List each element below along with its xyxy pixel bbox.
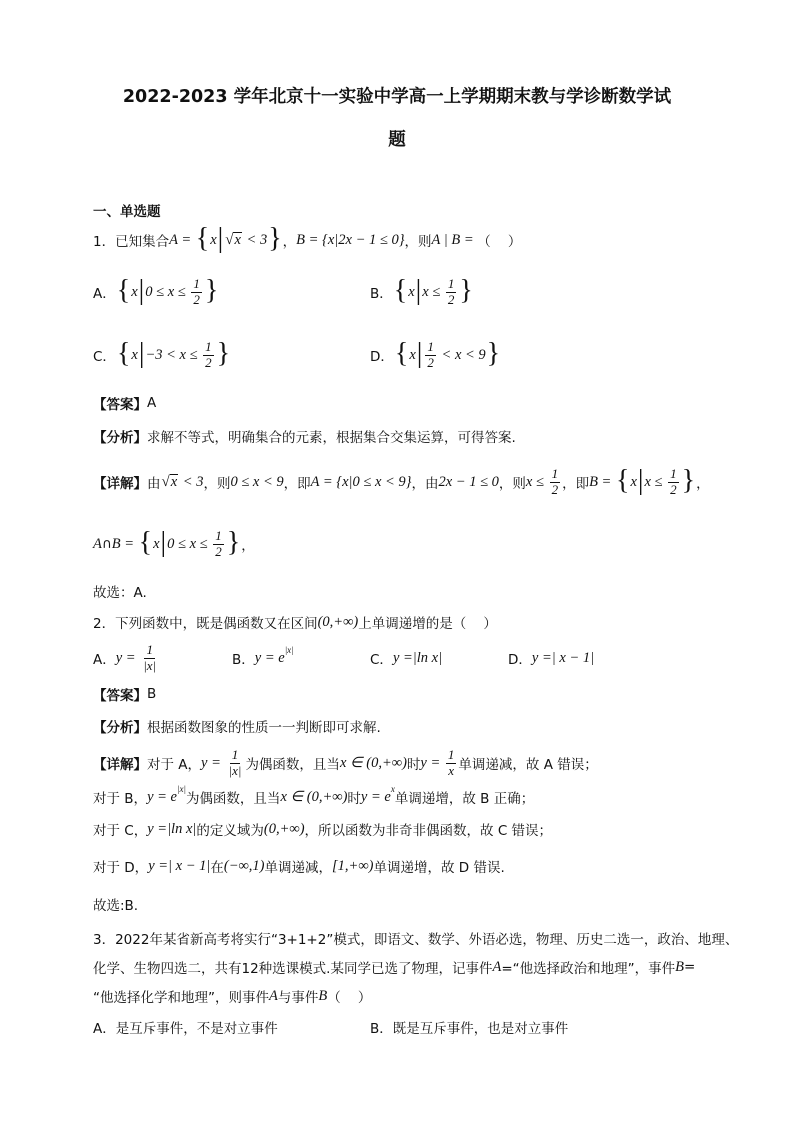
fraction-numerator: 1 (146, 642, 153, 658)
square-root (225, 232, 242, 249)
fraction (446, 277, 457, 307)
large-delimiter: { (393, 275, 408, 306)
large-delimiter: { (195, 223, 210, 254)
text-segment: ，即 (283, 476, 311, 492)
text-segment: 由 (147, 476, 161, 492)
math-expression: x (210, 231, 217, 248)
math-expression: x ∈ (0,+∞) (280, 788, 348, 805)
large-delimiter: | (138, 338, 145, 369)
text-segment: ， (696, 476, 710, 492)
large-delimiter: } (486, 338, 501, 369)
fraction-numerator: 1 (215, 528, 222, 544)
text-segment: =“他选择政治和地理”，事件 (501, 961, 676, 977)
document-title-line-2: 题 (388, 130, 406, 150)
fraction-denominator: 2 (670, 481, 677, 497)
text-segment: 与事件 (277, 990, 319, 1006)
large-delimiter: | (416, 338, 423, 369)
square-root (162, 474, 179, 491)
text-segment: D． (370, 349, 394, 365)
text-segment: A．是互斥事件，不是对立事件 (93, 1021, 278, 1037)
text-segment: 为偶函数，且当 (185, 791, 281, 807)
math-expression: x (131, 346, 138, 363)
math-expression: < x < 9 (437, 346, 486, 363)
fraction-denominator: 2 (193, 291, 200, 307)
power-base: e (384, 788, 391, 805)
text-segment: A． (93, 286, 116, 302)
text-segment: C． (370, 652, 393, 668)
text-segment: ，则 (203, 476, 231, 492)
text-segment: 在 (210, 860, 224, 876)
math-expression: x ≤ (422, 283, 444, 300)
text-segment: 求解不等式，明确集合的元素，根据集合交集运算，可得答案. (147, 430, 516, 446)
text-segment: 对于 B， (93, 791, 148, 807)
text-segment: 单调递减， (264, 860, 333, 876)
fraction (550, 467, 561, 497)
text-segment: 单调递增，故 D 错误. (373, 860, 505, 876)
math-expression: 2x − 1 ≤ 0 (438, 473, 499, 490)
math-expression: B (675, 958, 684, 975)
math-expression: y =|ln x| (392, 649, 443, 666)
text-segment: B (147, 686, 157, 702)
power-expression (278, 644, 294, 666)
fraction (141, 643, 158, 673)
math-expression: y =| x − 1| (148, 857, 211, 874)
section-heading-text: 一、单选题 (93, 204, 161, 220)
text-segment: 3．2022年某省新高考将实行“3+1+2”模式，即语文、数学、外语必选，物理、历史二选一，政治、地理、 (93, 932, 739, 948)
text-segment: 单调递减，故 A 错误； (458, 757, 598, 773)
large-delimiter: } (681, 465, 696, 496)
math-expression: 0 ≤ x ≤ (145, 283, 190, 300)
text-segment: ，所以函数为非奇非偶函数，故 C 错误； (304, 823, 553, 839)
text-segment: 时 (347, 791, 361, 807)
math-expression: y = (115, 649, 140, 666)
math-expression: y = (147, 788, 171, 805)
math-expression: x ≤ (644, 473, 667, 490)
large-delimiter: | (160, 527, 167, 558)
large-delimiter: } (216, 338, 231, 369)
fraction-numerator: 1 (231, 747, 239, 763)
math-expression: A (269, 987, 278, 1004)
large-delimiter: { (116, 338, 131, 369)
radical-sign: √ (161, 474, 170, 491)
fraction (446, 748, 457, 778)
fraction-denominator: 2 (427, 354, 434, 370)
fraction-denominator: 2 (205, 354, 212, 370)
math-expression: y = (201, 754, 225, 771)
large-delimiter: | (217, 223, 224, 254)
large-delimiter: { (394, 338, 409, 369)
fraction-denominator: |x| (228, 762, 242, 778)
label-tag: 【答案】 (93, 397, 147, 413)
label-tag: 【分析】 (93, 720, 147, 736)
math-expression: −3 < x ≤ (145, 346, 202, 363)
text-segment: ，由 (411, 476, 439, 492)
math-expression: (0,+∞) (263, 820, 305, 837)
text-segment: 对于 A， (147, 757, 202, 773)
fraction (203, 340, 214, 370)
text-segment: ，则 (498, 476, 526, 492)
fraction-denominator: 2 (551, 481, 559, 497)
fraction (213, 529, 224, 559)
label-tag: 【详解】 (93, 476, 147, 492)
text-segment: ∩ (101, 536, 112, 552)
fraction-numerator: 1 (427, 339, 434, 355)
text-segment: ， (241, 538, 255, 554)
math-expression: A (492, 958, 502, 975)
power-expression (384, 783, 395, 805)
math-expression: A = (169, 231, 195, 248)
text-segment: D． (508, 652, 532, 668)
math-expression: B = (111, 535, 138, 552)
fraction-denominator: 2 (447, 291, 455, 307)
large-delimiter: { (138, 527, 153, 558)
text-segment: 单调递增，故 B 正确； (394, 791, 535, 807)
document-title-line-1: 2022-2023 学年北京十一实验中学高一上学期期末教与学诊断数学试 (122, 87, 672, 107)
text-segment: 上单调递增的是（ ） (358, 616, 497, 632)
text-segment: 根据函数图象的性质一一判断即可求解. (147, 720, 381, 736)
fraction-numerator: 1 (670, 466, 677, 482)
math-expression: y = (254, 649, 279, 666)
fraction-denominator: x (448, 762, 455, 778)
fraction (191, 277, 202, 307)
text-segment: 化学、生物四选二，共有12种选课模式.某同学已选了物理，记事件 (93, 961, 493, 977)
radical-sign: √ (225, 232, 234, 249)
fraction-numerator: 1 (205, 339, 212, 355)
text-segment: A (147, 395, 157, 411)
text-segment: 对于 D， (93, 860, 149, 876)
text-segment: B． (370, 286, 393, 302)
power-expression (170, 783, 186, 805)
text-segment: 1．已知集合 (93, 234, 170, 250)
math-expression: < 3 (242, 231, 268, 248)
math-expression: A = {x|0 ≤ x < 9} (310, 473, 412, 490)
fraction-denominator: |x| (143, 657, 157, 673)
power-exponent: x (390, 783, 395, 794)
large-delimiter: { (615, 465, 630, 496)
math-expression: (0,+∞) (317, 613, 359, 630)
large-delimiter: | (637, 465, 644, 496)
power-base: e (170, 788, 177, 805)
math-expression: x (408, 283, 415, 300)
text-segment: A． (93, 652, 116, 668)
text-segment: ， (282, 234, 297, 250)
fraction-denominator: 2 (215, 543, 222, 559)
math-expression: y = (420, 754, 444, 771)
math-expression: y =| x − 1| (531, 649, 595, 666)
fraction-numerator: 1 (193, 276, 200, 292)
large-delimiter: | (415, 275, 422, 306)
math-expression: x (131, 283, 138, 300)
text-segment: 对于 C， (93, 823, 148, 839)
large-delimiter: { (116, 275, 131, 306)
text-segment: B． (232, 652, 255, 668)
power-exponent: |x| (284, 644, 294, 655)
text-segment: ，即 (562, 476, 590, 492)
math-expression: [1,+∞) (332, 857, 374, 874)
math-expression: x ≤ (525, 473, 548, 490)
math-expression: x (153, 535, 160, 552)
math-expression: y =|ln x| (147, 820, 197, 837)
math-expression: B (318, 987, 328, 1004)
large-delimiter: } (204, 275, 219, 306)
text-segment: 故选:B. (93, 898, 139, 914)
math-expression: x (630, 473, 637, 490)
radicand: x (170, 473, 178, 490)
label-tag: 【答案】 (93, 688, 147, 704)
text-segment: （ ） (477, 234, 522, 250)
fraction-numerator: 1 (447, 747, 455, 763)
text-segment: 2．下列函数中，既是偶函数又在区间 (93, 616, 318, 632)
math-expression: x (409, 346, 416, 363)
math-expression: B = (589, 473, 615, 490)
text-segment: “他选择化学和地理”，则事件 (93, 990, 269, 1006)
text-segment: C． (93, 349, 116, 365)
fraction (668, 467, 679, 497)
math-expression: A | B = (431, 231, 478, 248)
text-segment: = (684, 959, 696, 975)
math-expression: (−∞,1) (223, 857, 265, 874)
text-segment: 的定义域为 (196, 823, 264, 839)
text-segment: 故选：A. (93, 585, 147, 601)
math-expression: 0 ≤ x ≤ (167, 535, 212, 552)
large-delimiter: } (268, 223, 282, 254)
text-segment: （ ） (327, 990, 372, 1006)
power-exponent: |x| (176, 783, 186, 794)
math-expression: B = {x|2x − 1 ≤ 0} (296, 231, 405, 248)
text-segment: B．既是互斥事件，也是对立事件 (370, 1021, 569, 1037)
math-expression: A (93, 535, 102, 552)
text-segment: 为偶函数，且当 (245, 757, 340, 773)
fraction (227, 748, 244, 778)
fraction-numerator: 1 (447, 276, 455, 292)
math-expression: < 3 (179, 473, 204, 490)
text-segment: 时 (406, 757, 421, 773)
math-expression: x ∈ (0,+∞) (339, 754, 407, 771)
text-segment: ，则 (404, 234, 432, 250)
fraction (425, 340, 436, 370)
radicand: x (234, 231, 241, 248)
power-base: e (278, 649, 285, 666)
label-tag: 【分析】 (93, 430, 147, 446)
math-expression: y = (360, 788, 385, 805)
fraction-numerator: 1 (551, 466, 559, 482)
label-tag: 【详解】 (93, 757, 147, 773)
large-delimiter: } (459, 275, 473, 306)
math-expression: 0 ≤ x < 9 (230, 473, 284, 490)
large-delimiter: | (138, 275, 145, 306)
large-delimiter: } (226, 527, 241, 558)
